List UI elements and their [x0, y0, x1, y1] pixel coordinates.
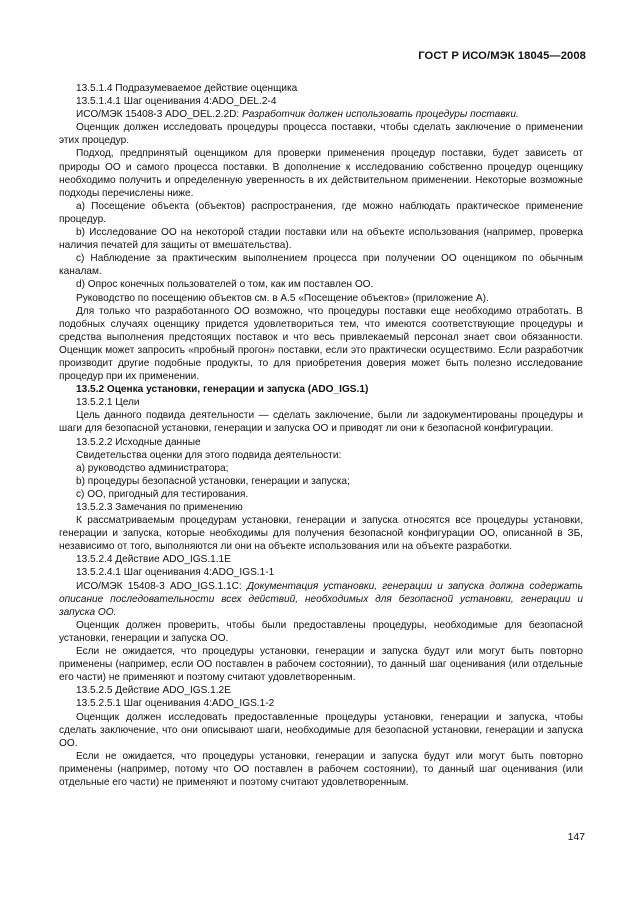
paragraph: Для только что разработанного ОО возможно, что процедуры поставки еще необходимо отработать. В подобных случаях оценщику придется удовлетвориться тем, что имеются соответствующие процедуры и средства выполнения предстоящих поставок и что весь привлекаемый персонал знает свои обязанности. Оценщик может запросить «пробный прогон» поставки, если это практически осуществимо. Если разработчик производит другие подобные продукты, то для приобретения доверия может быть полезно исследование процедур при их применении.: [59, 305, 583, 383]
paragraph: Оценщик должен исследовать процедуры процесса поставки, чтобы сделать заключение о применении этих процедур.: [59, 122, 583, 147]
paragraph: Если не ожидается, что процедуры установки, генерации и запуска будут или могут быть повторно применены (например, потому что ОО поставлен в рабочем состоянии), то данный шаг оценивания (или отдельные его части) не применяют и поэтому считают удовлетворенным.: [59, 750, 583, 788]
list-item-c: c) Наблюдение за практическим выполнением процесса при получении ОО оценщиком по обычным каналам.: [59, 253, 583, 278]
document-body: [59, 82, 583, 789]
requirement-ado-igs-1-1c: ИСО/МЭК 15408-3 ADO_IGS.1.1C: Документация установки, генерации и запуска должна содержать описание последовательности всех действий, необходимых для безопасной установки, генерации и запуска ОО.: [59, 580, 583, 618]
step-ado-igs-1-1: 13.5.2.4.1 Шаг оценивания 4:ADO_IGS.1-1: [76, 567, 275, 579]
list-item-a: а) Посещение объекта (объектов) распространения, где можно наблюдать практическое применение процедур.: [59, 200, 583, 225]
page-number: 147: [567, 832, 585, 843]
list-item-b: b) Исследование ОО на некоторой стадии поставки или на объекте использования (например, проверка наличия печатей для защиты от вмешательства).: [59, 227, 583, 252]
requirement-ado-del-2-2d: ИСО/МЭК 15408-3 ADO_DEL.2.2D: Разработчик должен использовать процедуры поставки.: [76, 109, 519, 121]
step-ado-del-2-4: 13.5.1.4.1 Шаг оценивания 4:ADO_DEL.2-4: [76, 96, 277, 108]
heading-13-5-1-4: 13.5.1.4 Подразумеваемое действие оценщика: [76, 83, 298, 94]
paragraph: Оценщик должен исследовать предоставленные процедуры установки, генерации и запуска, чтобы сделать заключение, что они описывают шаги, необходимые для безопасной установки, генерации и запуска ОО.: [59, 711, 583, 749]
paragraph: Оценщик должен проверить, чтобы были предоставлены процедуры, необходимые для безопасной установки, генерации и запуска ОО.: [59, 619, 583, 644]
heading-13-5-2-1: 13.5.2.1 Цели: [76, 397, 140, 409]
paragraph: Руководство по посещению объектов см. в А.5 «Посещение объектов» (приложение А).: [76, 292, 489, 304]
list-item-b: b) процедуры безопасной установки, генерации и запуска;: [76, 475, 350, 487]
paragraph: Свидетельства оценки для этого подвида деятельности:: [76, 449, 342, 461]
heading-13-5-2-5: 13.5.2.5 Действие ADO_IGS.1.2E: [76, 685, 231, 697]
heading-13-5-2-2: 13.5.2.2 Исходные данные: [76, 436, 201, 448]
list-item-a: а) руководство администратора;: [76, 462, 229, 474]
heading-13-5-2-3: 13.5.2.3 Замечания по применению: [76, 502, 243, 513]
step-ado-igs-1-2: 13.5.2.5.1 Шаг оценивания 4:ADO_IGS.1-2: [76, 698, 275, 710]
paragraph: К рассматриваемым процедурам установки, генерации и запуска относятся все процедуры установки, генерации и запуска, которые необходимы для получения безопасной конфигурации ОО, описанной в ЗБ, независимо от того, выполняются ли они на объекте использования или на объекте разработки.: [59, 515, 583, 553]
standard-header: ГОСТ Р ИСО/МЭК 18045—2008: [418, 50, 586, 62]
list-item-d: d) Опрос конечных пользователей о том, как им поставлен ОО.: [76, 279, 374, 291]
section-heading-13-5-2: 13.5.2 Оценка установки, генерации и запуска (ADO_IGS.1): [76, 384, 369, 396]
paragraph: Если не ожидается, что процедуры установки, генерации и запуска будут или могут быть повторно применены (например, если ОО поставлен в рабочем состоянии), то данный шаг оценивания (или отдельные его части) не применяют и поэтому считают удовлетворенным.: [59, 646, 583, 684]
list-item-c: c) ОО, пригодный для тестирования.: [76, 488, 249, 500]
heading-13-5-2-4: 13.5.2.4 Действие ADO_IGS.1.1E: [76, 554, 231, 566]
paragraph: Цель данного подвида деятельности — сделать заключение, были ли задокументированы процедуры и шаги для безопасной установки, генерации и запуска ОО и приводят ли они к безопасной конфигурации.: [59, 410, 583, 435]
paragraph: Подход, предпринятый оценщиком для проверки применения процедур поставки, будет зависеть от природы ОО и самого процесса поставки. В дополнение к исследованию собственно процедур оценщику необходимо получить и определенную уверенность в их действительном применении. Некоторые возможные подходы перечислены ниже.: [59, 148, 583, 199]
